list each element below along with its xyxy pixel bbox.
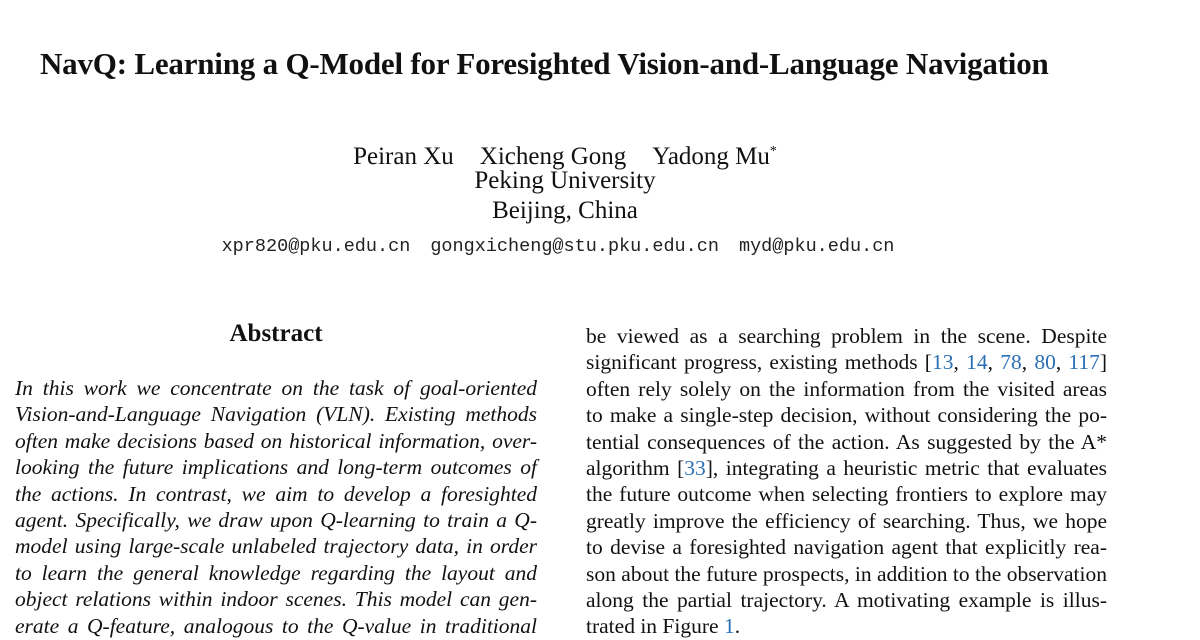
citation-link[interactable]: 80 [1034, 350, 1056, 375]
citation-link[interactable]: 78 [1000, 350, 1022, 375]
intro-line: be viewed as a searching problem in the scene. Despite [586, 324, 1107, 348]
email[interactable]: gongxicheng@stu.pku.edu.cn [430, 236, 719, 257]
intro-line: tential consequences of the action. As suggested by the A* [586, 429, 1107, 454]
abstract-line: In this work we concentrate on the task of goal-oriented [15, 376, 537, 400]
intro-line: the future outcome when selecting frontiers to explore may [586, 482, 1107, 507]
intro-line: to make a single-step decision, without considering the po- [586, 403, 1107, 428]
abstract-line: agent. Specifically, we draw upon Q-learning to train a Q- [15, 507, 537, 532]
abstract-body [15, 375, 537, 639]
intro-line: son about the future prospects, in addition to the observation [586, 561, 1107, 586]
intro-line: trated in Figure 1. [586, 614, 741, 639]
intro-line: greatly improve the efficiency of searching. Thus, we hope [586, 508, 1107, 533]
corresponding-author-mark: * [769, 144, 777, 159]
abstract-line: object relations within indoor scenes. This model can gen- [15, 587, 537, 612]
author-emails [0, 236, 1116, 257]
abstract-line: the actions. In contrast, we aim to develop a foresighted [15, 481, 537, 506]
intro-line: significant progress, existing methods [13, 14, 78, 80, 117] [586, 350, 1108, 375]
intro-line: along the partial trajectory. A motivating example is illus- [586, 587, 1107, 612]
location: Beijing, China [492, 197, 638, 224]
figure-link[interactable]: 1 [723, 614, 735, 639]
citation-link[interactable]: 14 [966, 350, 988, 375]
citation-link[interactable]: 13 [931, 350, 954, 375]
intro-line: algorithm [33], integrating a heuristic metric that evaluates [586, 455, 1107, 480]
abstract-line: often make decisions based on historical information, over- [15, 428, 537, 453]
email[interactable]: myd@pku.edu.cn [738, 236, 895, 257]
paper-title: NavQ: Learning a Q-Model for Foresighted Vision-and-Language Navigation [40, 46, 1049, 81]
author-name: Yadong Mu [652, 143, 770, 170]
author-name: Xicheng Gong [479, 143, 627, 170]
author-name: Peiran Xu [353, 143, 454, 170]
introduction-body [586, 323, 1107, 640]
citation-link[interactable]: 33 [684, 455, 706, 480]
intro-line: often rely solely on the information from the visited areas [586, 376, 1107, 401]
abstract-line: model using large-scale unlabeled trajectory data, in order [15, 534, 537, 559]
affiliation: Peking University [474, 167, 656, 194]
abstract-line: Vision-and-Language Navigation (VLN). Existing methods [15, 402, 537, 427]
intro-line: to devise a foresighted navigation agent that explicitly rea- [586, 535, 1107, 560]
citation-link[interactable]: 117 [1068, 350, 1100, 375]
abstract-line: erate a Q-feature, analogous to the Q-value in traditional [15, 613, 537, 638]
email[interactable]: xpr820@pku.edu.cn [221, 236, 411, 257]
abstract-line: to learn the general knowledge regarding the layout and [15, 560, 537, 585]
abstract-line: looking the future implications and long-term outcomes of [15, 455, 537, 480]
abstract-heading: Abstract [229, 320, 323, 347]
